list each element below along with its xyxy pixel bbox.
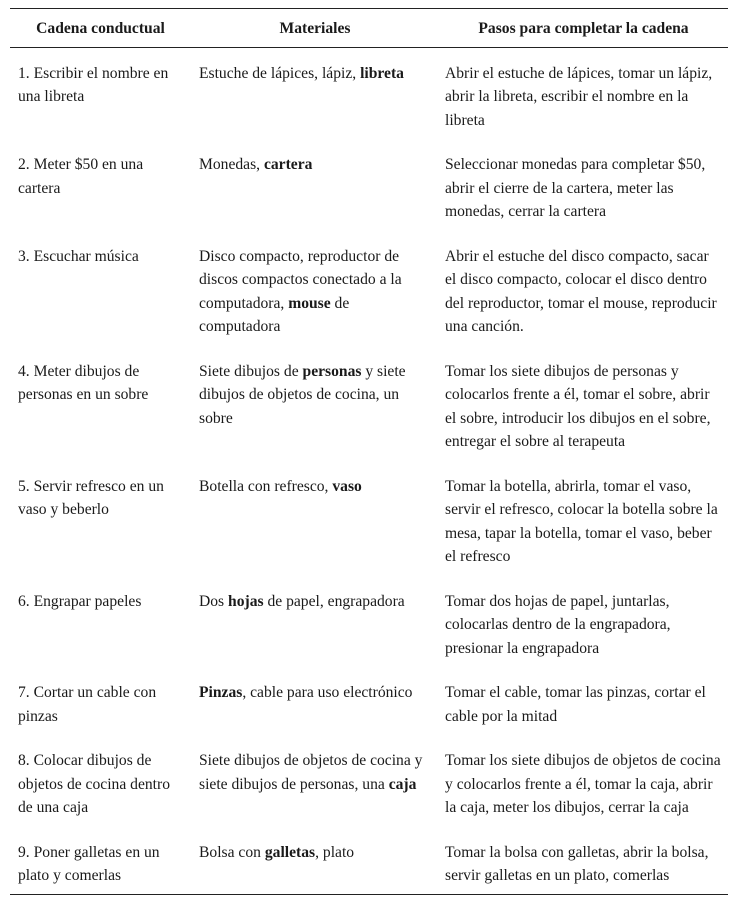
- materials-cell: [191, 454, 439, 569]
- steps-cell: Tomar el cable, tomar las pinzas, cortar el cable por la mitad: [445, 684, 706, 725]
- materials-text: y siete dibujos de objetos de cocina, un sobre: [199, 362, 406, 427]
- materials-key-item: vaso: [332, 477, 362, 495]
- table-header: [10, 9, 728, 48]
- materials-text: de papel, engrapadora: [263, 592, 405, 610]
- chain-cell: 4. Meter dibujos de personas en un sobre: [18, 362, 149, 403]
- materials-text: , cable para uso electrónico: [242, 684, 413, 701]
- materials-text: Disco compacto, reproductor de discos compactos conectado a la computadora,: [199, 247, 402, 312]
- header-steps: Pasos para completar la cadena: [439, 9, 728, 48]
- steps-cell: Tomar los siete dibujos de personas y colocarlos frente a él, tomar el sobre, abrir el sobre, introducir los dibujos en el sobre, entregar el sobre al terapeuta: [445, 362, 711, 450]
- materials-cell: [191, 47, 439, 132]
- materials-key-item: galletas: [264, 843, 316, 861]
- materials-cell: [191, 132, 439, 224]
- steps-cell: Seleccionar monedas para completar $50, abrir el cierre de la cartera, meter las monedas, cerrar la cartera: [445, 156, 706, 220]
- table-row: [10, 728, 728, 820]
- materials-text: , plato: [315, 843, 355, 861]
- header-materials: Materiales: [191, 9, 439, 48]
- materials-text: Estuche de lápices, lápiz,: [199, 64, 361, 82]
- steps-cell: Abrir el estuche de lápices, tomar un lápiz, abrir la libreta, escribir el nombre en la libreta: [445, 64, 713, 129]
- table-row: [10, 47, 728, 132]
- chain-cell: 1. Escribir el nombre en una libreta: [18, 64, 169, 105]
- header-row: [10, 9, 728, 48]
- materials-key-item: cartera: [263, 156, 313, 173]
- materials-cell: [191, 224, 439, 339]
- table-row: [10, 132, 728, 224]
- materials-text: Siete dibujos de: [199, 362, 303, 380]
- materials-text: Botella con refresco,: [199, 477, 333, 495]
- materials-text: de computadora: [199, 294, 350, 335]
- table-row: [10, 339, 728, 454]
- chain-cell: 3. Escuchar música: [18, 247, 139, 265]
- materials-cell: [191, 728, 439, 820]
- steps-cell: Tomar dos hojas de papel, juntarlas, colocarlas dentro de la engrapadora, presionar la engrapadora: [445, 592, 671, 657]
- chain-cell: 6. Engrapar papeles: [18, 592, 142, 610]
- table-row: [10, 454, 728, 569]
- steps-cell: Abrir el estuche del disco compacto, sacar el disco compacto, colocar el disco dentro del reproductor, tomar el mouse, reproducir una canción.: [445, 247, 717, 335]
- chain-cell: 2. Meter $50 en una cartera: [18, 156, 144, 197]
- materials-key-item: mouse: [288, 294, 331, 312]
- table-row: [10, 820, 728, 895]
- materials-cell: [191, 339, 439, 454]
- materials-cell: [191, 569, 439, 661]
- materials-key-item: caja: [388, 775, 417, 793]
- chain-cell: 7. Cortar un cable con pinzas: [18, 684, 157, 725]
- materials-key-item: libreta: [360, 64, 404, 82]
- materials-key-item: personas: [302, 362, 362, 380]
- table-row: [10, 660, 728, 728]
- materials-text: Dos: [199, 592, 229, 610]
- materials-key-item: Pinzas: [199, 684, 243, 701]
- behavior-chain-table: [10, 8, 728, 895]
- steps-cell: Tomar los siete dibujos de objetos de cocina y colocarlos frente a él, tomar la caja, abrir la caja, meter los dibujos, cerrar la caja: [445, 752, 721, 816]
- header-chain: Cadena conductual: [10, 9, 191, 48]
- chain-cell: 5. Servir refresco en un vaso y beberlo: [18, 477, 164, 518]
- table-row: [10, 224, 728, 339]
- materials-text: Bolsa con: [199, 843, 265, 861]
- materials-cell: [191, 660, 439, 728]
- table-row: [10, 569, 728, 661]
- steps-cell: Tomar la botella, abrirla, tomar el vaso, servir el refresco, colocar la botella sobre la mesa, tapar la botella, tomar el vaso, beber el refresco: [445, 477, 718, 565]
- chain-cell: 8. Colocar dibujos de objetos de cocina dentro de una caja: [18, 752, 170, 816]
- steps-cell: Tomar la bolsa con galletas, abrir la bolsa, servir galletas en un plato, comerlas: [439, 820, 728, 895]
- materials-text: Monedas,: [199, 156, 264, 173]
- table-body: [10, 47, 728, 894]
- materials-key-item: hojas: [228, 592, 264, 610]
- materials-text: Siete dibujos de objetos de cocina y siete dibujos de personas, una: [199, 752, 423, 793]
- chain-cell: 9. Poner galletas en un plato y comerlas: [10, 820, 191, 895]
- materials-cell: [191, 820, 439, 895]
